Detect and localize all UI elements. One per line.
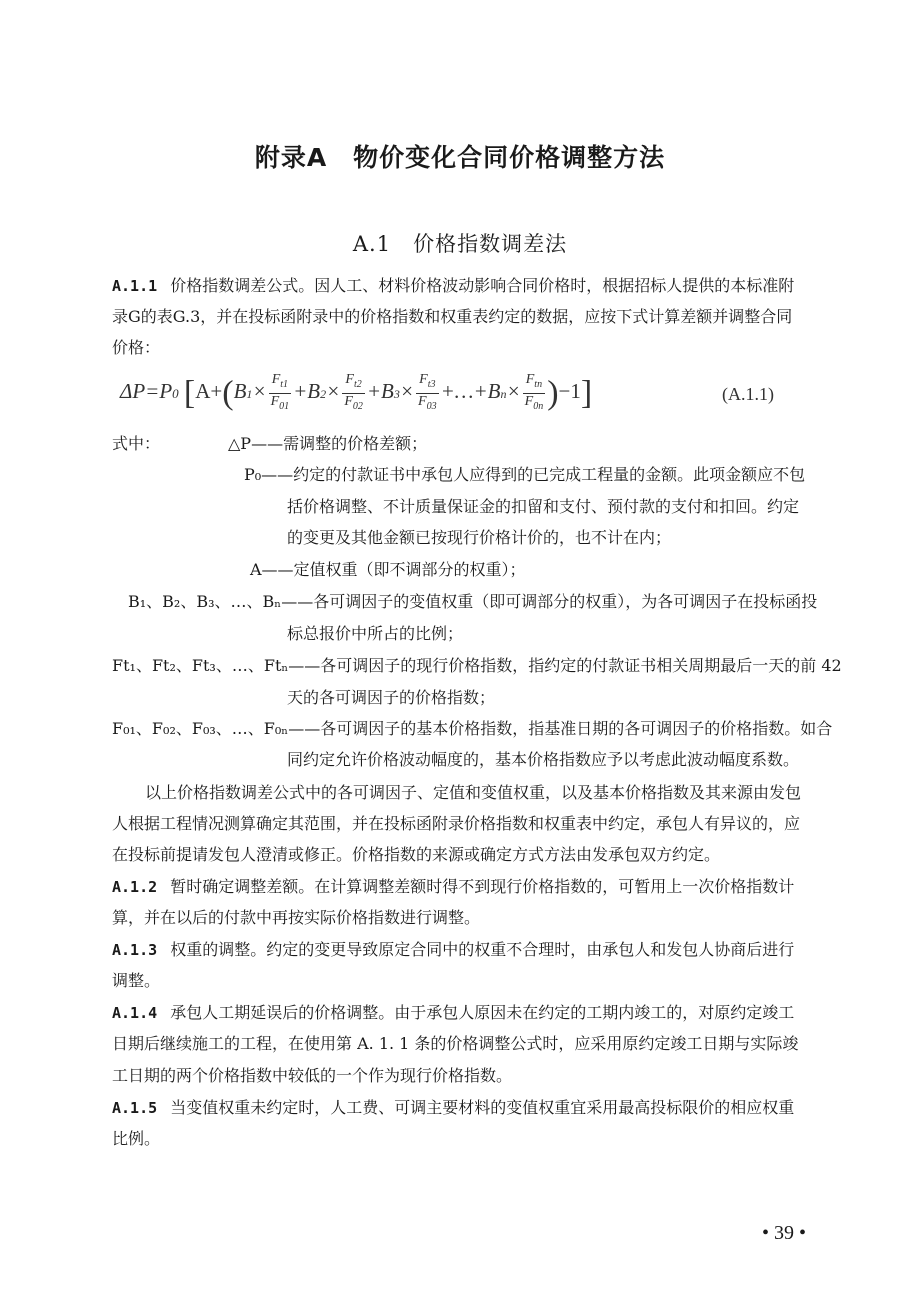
clause-text: 权重的调整。约定的变更导致原定合同中的权重不合理时，由承包人和发包人协商后进行 — [170, 940, 795, 959]
clause-text: 价格指数调差公式。因人工、材料价格波动影响合同价格时，根据招标人提供的本标准附 — [170, 276, 795, 295]
clause-a111-line2: 录G的表G.3，并在投标函附录中的价格指数和权重表约定的数据，应按下式计算差额并调整合同 — [112, 307, 793, 326]
clause-a114-line1 — [112, 1003, 794, 1023]
def-b-line1: B₁、B₂、B₃、…、Bₙ——各可调因子的变值权重（即可调部分的权重），为各可调因子在投标函投 — [128, 592, 818, 611]
def-f0-line2: 同约定允许价格波动幅度的，基本价格指数应予以考虑此波动幅度系数。 — [287, 750, 800, 769]
def-ft-line2: 天的各可调因子的价格指数； — [287, 688, 496, 707]
clause-a113-line1 — [112, 940, 794, 960]
clause-a111-line1 — [112, 276, 794, 296]
clause-a111-line3: 价格： — [112, 338, 161, 357]
formula-lhs: ΔP=P — [120, 379, 173, 404]
def-a: A——定值权重（即不调部分的权重）； — [250, 560, 526, 579]
definitions-label: 式中： — [112, 434, 161, 453]
equation-number: (A.1.1) — [722, 384, 774, 404]
def-b-line2: 标总报价中所占的比例； — [287, 624, 464, 643]
clause-text: 当变值权重未约定时，人工费、可调主要材料的变值权重宜采用最高投标限价的相应权重 — [170, 1098, 795, 1117]
clause-a115-line2: 比例。 — [112, 1129, 161, 1148]
def-delta-p: △P——需调整的价格差额； — [228, 434, 428, 453]
clause-a115-line1 — [112, 1098, 794, 1118]
clause-a113-line2: 调整。 — [112, 971, 161, 990]
para-line1: 以上价格指数调差公式中的各可调因子、定值和变值权重，以及基本价格指数及其来源由发包 — [145, 783, 802, 802]
appendix-title: 附录A 物价变化合同价格调整方法 — [254, 143, 666, 172]
clause-number: A.1.4 — [112, 1004, 158, 1022]
page-number: • 39 • — [762, 1222, 807, 1244]
clause-a114-line2: 日期后继续施工的工程，在使用第 A. 1. 1 条的价格调整公式时，应采用原约定竣工日期与实际竣 — [112, 1034, 799, 1053]
para-line3: 在投标前提请发包人澄清或修正。价格指数的来源或确定方式方法由发承包双方约定。 — [112, 845, 721, 864]
clause-a114-line3: 工日期的两个价格指数中较低的一个作为现行价格指数。 — [112, 1066, 513, 1085]
clause-a112-line1 — [112, 877, 794, 897]
clause-text: 暂时确定调整差额。在计算调整差额时得不到现行价格指数的，可暂用上一次价格指数计 — [170, 877, 795, 896]
def-p0-line2: 括价格调整、不计质量保证金的扣留和支付、预付款的支付和扣回。约定 — [287, 497, 800, 516]
def-ft-line1: Ft₁、Ft₂、Ft₃、…、Ftₙ——各可调因子的现行价格指数，指约定的付款证书相关周期最后一天的前 42 — [112, 656, 842, 675]
clause-number: A.1.1 — [112, 277, 158, 295]
price-adjustment-formula: ΔP=P0 [A+(B1× $\frac{F_{t1}}{F_{01}}$ +B2× $\frac{F_{t2}}{F_{02}}$ +B3× $\frac{F_{t3}}{F_{03}}$ +…+Bn× $\frac{F_{tn}}{F_{0n}}$ )−1] — [120, 372, 593, 412]
def-p0-line1: P₀——约定的付款证书中承包人应得到的已完成工程量的金额。此项金额应不包 — [244, 465, 806, 484]
clause-number: A.1.3 — [112, 941, 158, 959]
para-line2: 人根据工程情况测算确定其范围，并在投标函附录价格指数和权重表中约定，承包人有异议的，应 — [112, 814, 801, 833]
def-p0-line3: 的变更及其他金额已按现行价格计价的，也不计在内； — [287, 528, 672, 547]
clause-text: 承包人工期延误后的价格调整。由于承包人原因未在约定的工期内竣工的，对原约定竣工 — [170, 1003, 795, 1022]
section-heading: A.1 价格指数调差法 — [352, 232, 568, 256]
def-f0-line1: F₀₁、F₀₂、F₀₃、…、F₀ₙ——各可调因子的基本价格指数，指基准日期的各可调因子的价格指数。如合 — [112, 719, 833, 738]
clause-a112-line2: 算，并在以后的付款中再按实际价格指数进行调整。 — [112, 908, 481, 927]
clause-number: A.1.5 — [112, 1099, 158, 1117]
clause-number: A.1.2 — [112, 878, 158, 896]
